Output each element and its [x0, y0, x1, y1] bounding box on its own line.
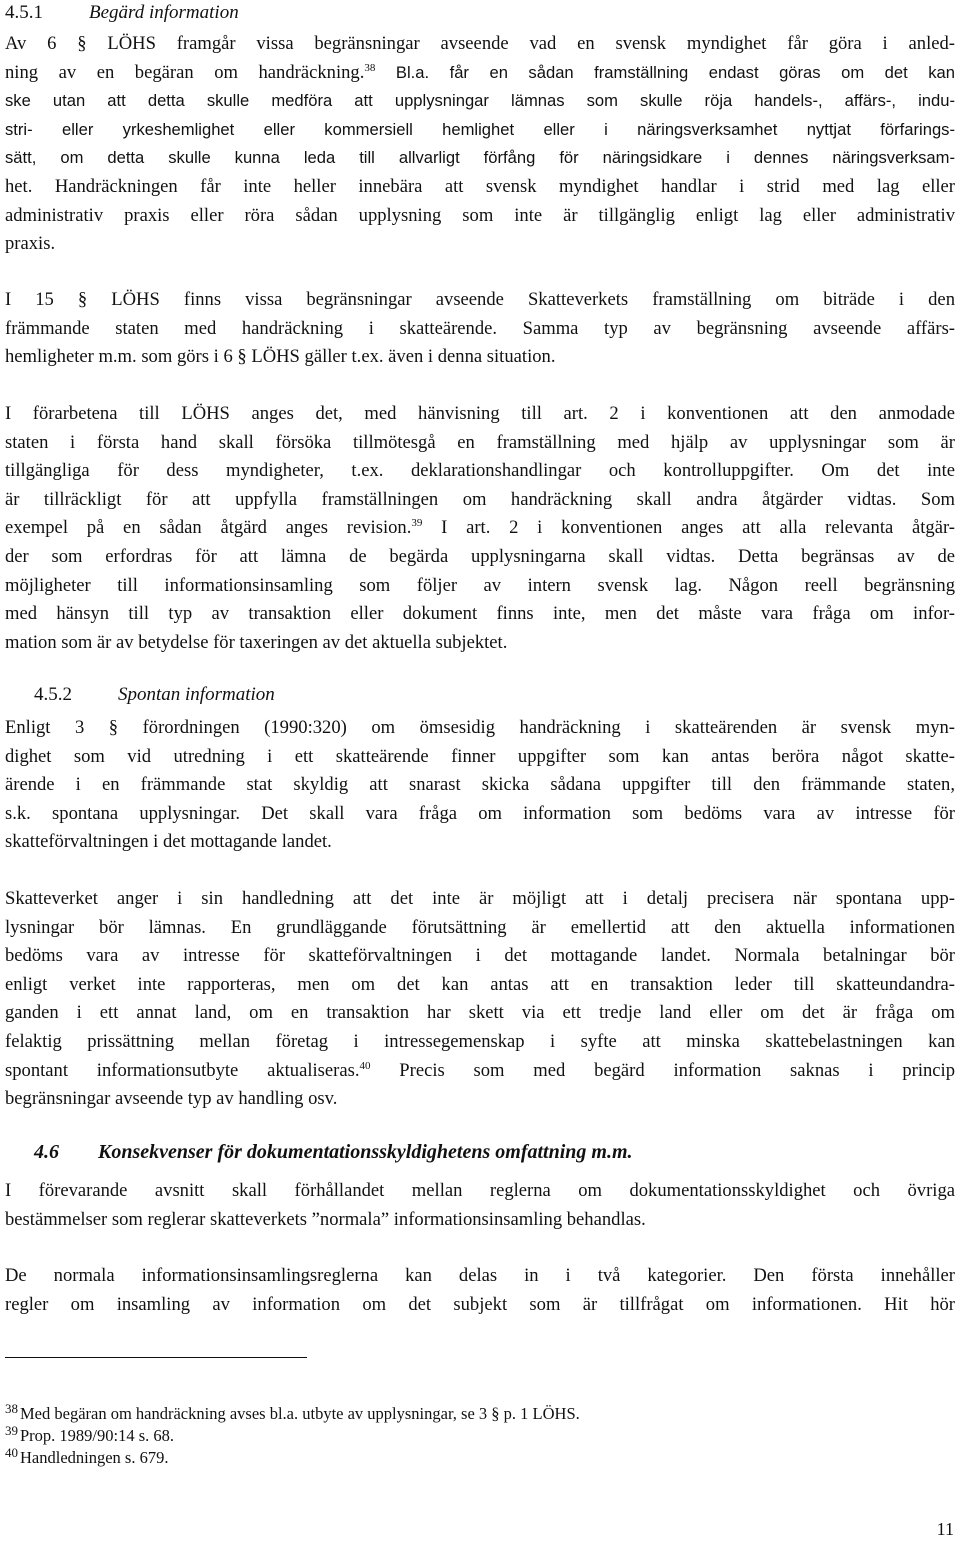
- text-line: tillgängliga för dess myndigheter, t.ex. deklarationshandlingar och kontrolluppgifter. Om det inte: [5, 460, 955, 482]
- text-line: I förevarande avsnitt skall förhållandet mellan reglerna om dokumentationsskyldighet och övriga: [5, 1180, 955, 1201]
- text-line: ske utan att detta skulle medföra att upplysningar lämnas som skulle röja handels-, affärs-, indu-: [5, 91, 955, 111]
- text-line: het. Handräckningen får inte heller innebära att svensk myndighet handlar i strid med lag eller: [5, 175, 955, 197]
- text-line: Av 6 § LÖHS framgår vissa begränsningar avseende vad en svensk myndighet får göra i anled-: [5, 33, 955, 54]
- text-line: regler om insamling av information om det subjekt som är tillfrågat om informationen. Hit hör: [5, 1293, 955, 1315]
- footnote-text: Handledningen s. 679.: [20, 1448, 169, 1467]
- paragraph-begard-3: [5, 400, 955, 657]
- text-line: bedöms vara av intresse för skatteförvaltningen i det mottagande landet. Normala betalningar bör: [5, 945, 955, 967]
- paragraph-spontan-2: [5, 885, 955, 1114]
- text-line: enligt verket inte rapporteras, men om det kan antas att en transaktion leder till skatteundandra-: [5, 973, 955, 995]
- section-number: 4.5.2: [34, 684, 72, 705]
- text-line: skatteförvaltningen i det mottagande landet.: [5, 831, 332, 853]
- text-line: der som erfordras för att lämna de begärda upplysningarna skall vidtas. Detta begränsas av de: [5, 545, 955, 567]
- text-line: s.k. spontana upplysningar. Det skall vara fråga om information som bedöms vara av intresse för: [5, 802, 955, 824]
- section-heading-4-5-1: [5, 2, 239, 24]
- text-line: ärende i en främmande stat skyldig att snarast skicka sådana uppgifter till den främmande staten,: [5, 774, 955, 796]
- footnote-separator: [5, 1357, 307, 1358]
- footnote-39: [5, 1422, 175, 1447]
- text-line: praxis.: [5, 233, 56, 255]
- footnote-text: Prop. 1989/90:14 s. 68.: [20, 1426, 175, 1445]
- text-line: sätt, om detta skulle kunna leda till allvarligt förfång för näringsidkare i dennes näringsverksam-: [5, 148, 955, 168]
- section-heading-4-6: [34, 1141, 633, 1164]
- footnote-number: 39: [5, 1422, 18, 1438]
- text-line: med hänsyn till typ av transaktion eller dokument finns inte, men det måste vara fråga om infor-: [5, 603, 955, 625]
- text-line: mation som är av betydelse för taxeringen av det aktuella subjektet.: [5, 631, 508, 653]
- text-span: I art. 2 i konventionen anges att alla relevanta åtgär-: [422, 517, 955, 539]
- section-title: Spontan information: [118, 684, 275, 705]
- paragraph-konsekvenser-2: [5, 1262, 955, 1319]
- paragraph-begard-2: [5, 286, 955, 372]
- text-line: bestämmelser som reglerar skatteverkets ”normala” informationsinsamling behandlas.: [5, 1208, 646, 1230]
- section-title: Konsekvenser för dokumentationsskyldighetens omfattning m.m.: [98, 1141, 633, 1163]
- text-line: Skatteverket anger i sin handledning att det inte är möjligt att i detalj precisera när spontana upp-: [5, 888, 955, 909]
- text-span: ning av en begäran om handräckning.: [5, 61, 365, 83]
- text-line: I förarbetena till LÖHS anges det, med hänvisning till art. 2 i konventionen att den anmodade: [5, 403, 955, 424]
- section-title: Begärd information: [89, 2, 239, 23]
- text-line: lysningar bör lämnas. En grundläggande förutsättning är emellertid att den aktuella informationen: [5, 916, 955, 938]
- text-line: [5, 1057, 955, 1086]
- footnote-number: 40: [5, 1444, 18, 1460]
- text-span: Precis som med begärd information saknas i princip: [370, 1059, 956, 1081]
- text-span: exempel på en sådan åtgärd anges revision.: [5, 517, 412, 539]
- text-line: staten i första hand skall försöka tillmötesgå en framställning med hjälp av upplysningar som är: [5, 431, 955, 453]
- page-number: 11: [936, 1519, 954, 1539]
- text-line: [5, 59, 955, 88]
- footnote-ref-38: 38: [364, 61, 376, 74]
- text-line: felaktig prissättning mellan företag i intressegemenskap i syfte att minska skattebelastningen kan: [5, 1030, 955, 1052]
- text-span: spontant informationsutbyte aktualiseras.: [5, 1059, 360, 1081]
- text-span: Bl.a. får en sådan framställning endast göras om det kan: [375, 62, 955, 82]
- text-line: I 15 § LÖHS finns vissa begränsningar avseende Skatteverkets framställning om biträde i den: [5, 289, 955, 310]
- paragraph-begard-1: [5, 30, 955, 259]
- footnote-40: [5, 1444, 169, 1469]
- footnote-text: Med begäran om handräckning avses bl.a. utbyte av upplysningar, se 3 § p. 1 LÖHS.: [20, 1404, 580, 1423]
- footnote-38: [5, 1400, 580, 1425]
- text-line: hemligheter m.m. som görs i 6 § LÖHS gäller t.ex. även i denna situation.: [5, 346, 556, 368]
- footnote-ref-39: 39: [411, 517, 423, 530]
- text-line: begränsningar avseende typ av handling osv.: [5, 1088, 338, 1110]
- text-line: ganden i ett annat land, om en transaktion har skett via ett tredje land eller om det är fråga om: [5, 1002, 955, 1024]
- footnote-number: 38: [5, 1400, 18, 1416]
- text-line: [5, 514, 955, 543]
- text-line: möjligheter till informationsinsamling som följer av intern svensk lag. Någon reell begränsning: [5, 574, 955, 596]
- paragraph-konsekvenser-1: [5, 1177, 955, 1234]
- text-line: dighet som vid utredning i ett skatteärende finner uppgifter som kan antas beröra något skatte-: [5, 745, 955, 767]
- text-line: stri- eller yrkeshemlighet eller kommersiell hemlighet eller i näringsverksamhet nyttjat förfarings-: [5, 119, 955, 139]
- footnote-ref-40: 40: [359, 1059, 371, 1072]
- text-line: administrativ praxis eller röra sådan upplysning som inte är tillgänglig enligt lag eller administrativ: [5, 204, 955, 226]
- section-number: 4.5.1: [5, 2, 43, 23]
- text-line: De normala informationsinsamlingsreglerna kan delas in i två kategorier. Den första innehåller: [5, 1265, 955, 1286]
- paragraph-spontan-1: [5, 714, 955, 857]
- section-heading-4-5-2: [34, 684, 275, 706]
- text-line: främmande staten med handräckning i skatteärende. Samma typ av begränsning avseende affärs-: [5, 317, 955, 339]
- text-line: Enligt 3 § förordningen (1990:320) om ömsesidig handräckning i skatteärenden är svensk myn-: [5, 717, 955, 738]
- section-number: 4.6: [34, 1141, 59, 1163]
- text-line: är tillräckligt för att uppfylla framställningen om handräckning skall andra åtgärder vidtas. Som: [5, 488, 955, 510]
